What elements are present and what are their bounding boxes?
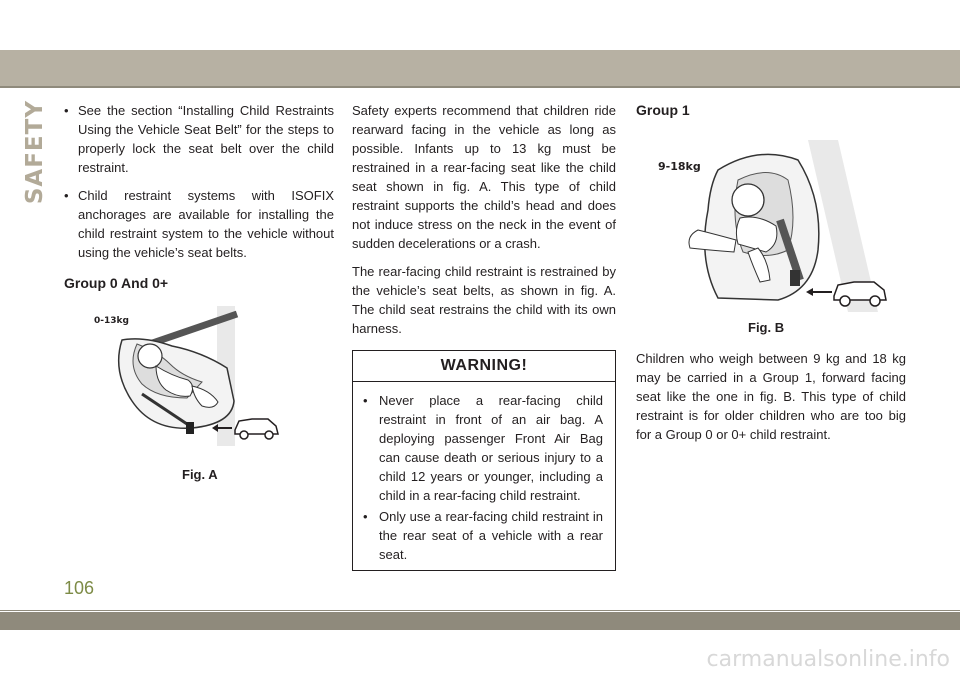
paragraph: The rear-facing child restraint is restrained by the vehicle’s seat belts, as shown in fig. A. The child seat restrains the child with its own harness.	[352, 264, 616, 336]
warning-item: • Never place a rear-facing child restraint in front of an air bag. A deploying passenger Front Air Bag can cause death or serious injury to a child 12 years or younger, including a child in a rear-facing child restraint.	[363, 391, 603, 505]
section-tab: SAFETY	[22, 100, 48, 205]
intro-bullet-list	[64, 101, 334, 262]
warning-item: • Only use a rear-facing child restraint in the rear seat of a vehicle with a rear seat.	[363, 507, 603, 564]
rear-facing-seat-illustration	[92, 306, 282, 446]
column-middle	[352, 101, 616, 571]
paragraph: Safety experts recommend that children ride rearward facing in the vehicle as long as possible. Infants up to 13 kg must be restrained in a rear-facing seat like the child seat shown in fig. A. This type of child restraint supports the child’s head and does not induce stress on the neck in the event of sudden decelerations or a crash.	[352, 103, 616, 251]
fig-b-weight-label: 9-18kg	[658, 160, 701, 173]
column-left	[64, 101, 334, 293]
fig-b-caption: Fig. B	[748, 320, 785, 335]
watermark: carmanualsonline.info	[706, 647, 950, 672]
column-right-text	[636, 349, 906, 453]
header-band	[0, 50, 960, 88]
footer-band	[0, 612, 960, 630]
column-right	[636, 101, 906, 120]
group-1-heading: Group 1	[636, 102, 690, 118]
fig-a-caption: Fig. A	[182, 467, 218, 482]
warning-box	[352, 350, 616, 571]
figure-a	[92, 306, 282, 446]
footer-rule	[0, 610, 960, 611]
header-rule	[0, 86, 960, 88]
bullet-item: • Child restraint systems with ISOFIX anchorages are available for installing the child restraint system to the vehicle without using the vehicle’s seat belts.	[64, 186, 334, 262]
forward-facing-seat-illustration	[648, 140, 888, 312]
paragraph: Children who weigh between 9 kg and 18 kg may be carried in a Group 1, forward facing seat like the one in fig. B. This type of child restraint is for older children who are too big for a Group 0 or 0+ child restraint.	[636, 351, 906, 442]
group-0-heading: Group 0 And 0+	[64, 275, 169, 291]
page-number: 106	[64, 578, 95, 598]
bullet-item: • See the section “Installing Child Restraints Using the Vehicle Seat Belt” for the steps to properly lock the seat belt over the child restraint.	[64, 101, 334, 177]
warning-list	[363, 391, 603, 564]
fig-a-weight-label: 0-13kg	[94, 316, 129, 326]
warning-title: WARNING!	[353, 351, 615, 382]
figure-b	[648, 140, 888, 312]
